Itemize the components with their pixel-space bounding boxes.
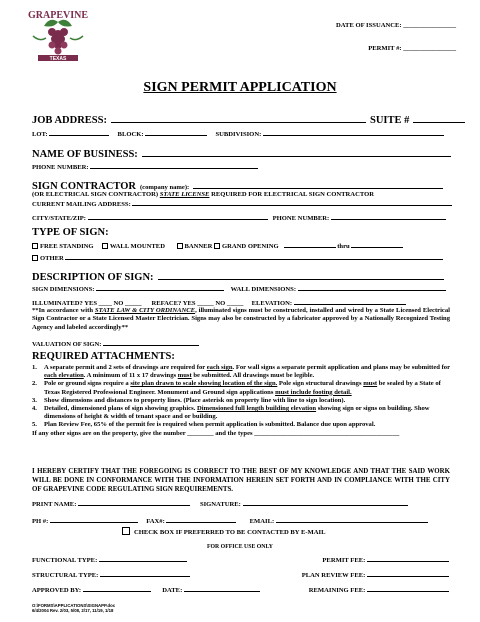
lot-label: LOT: — [32, 131, 48, 138]
option-grand-opening[interactable]: GRAND OPENING — [214, 243, 279, 250]
mailing-address-input[interactable] — [132, 199, 452, 206]
office-use-heading: FOR OFFICE USE ONLY — [207, 544, 273, 550]
elevation-input[interactable] — [294, 298, 406, 305]
subdivision-label: SUBDIVISION: — [215, 131, 262, 138]
footer-line-2: 6/4/2004 Rev. 2/03, 5/08, 2/17, 11/19, 1/18 — [32, 608, 114, 613]
business-name-label: NAME OF BUSINESS: — [32, 149, 138, 160]
block-label: BLOCK: — [117, 131, 144, 138]
option-banner[interactable]: BANNER — [177, 243, 213, 250]
structural-type-row — [32, 570, 190, 579]
contact-row — [32, 516, 428, 525]
business-phone-input[interactable] — [90, 162, 258, 169]
contractor-license-note — [32, 191, 374, 198]
state-license-text: STATE LICENSE — [159, 191, 210, 198]
list-item: 2. Pole or ground signs require a site plan drawn to scale showing location of the sign. Pole sign structural drawings must be sealed by a State of Texas Registered Professional Engineer. Monument and Ground sign applications must include footing detail. — [32, 380, 441, 396]
date-from-input[interactable] — [284, 241, 336, 248]
email-label: EMAIL: — [249, 518, 275, 525]
attachments-list — [32, 364, 452, 438]
subdivision-input[interactable] — [263, 129, 444, 136]
approved-by-label: APPROVED BY: — [32, 587, 82, 594]
wall-dimensions-input[interactable] — [298, 284, 446, 291]
valuation-input[interactable] — [103, 339, 199, 346]
checkbox-icon — [32, 243, 38, 249]
permit-fee-label: PERMIT FEE: — [322, 557, 366, 564]
structural-type-label: STRUCTURAL TYPE: — [32, 572, 99, 579]
description-row — [32, 267, 444, 285]
other-input[interactable] — [65, 253, 443, 260]
attachments-heading: REQUIRED ATTACHMENTS: — [32, 351, 175, 362]
footer-path — [32, 603, 115, 613]
compliance-paragraph — [32, 307, 450, 332]
print-name-input[interactable] — [78, 499, 190, 506]
contractor-phone-label: PHONE NUMBER: — [272, 215, 330, 222]
checkbox-icon — [177, 243, 183, 249]
grape-cluster-icon — [33, 20, 83, 55]
page-title: SIGN PERMIT APPLICATION — [143, 80, 337, 95]
office-date-label: DATE: — [162, 587, 183, 594]
checkbox-icon — [214, 243, 220, 249]
ph-label: PH #: — [32, 518, 49, 525]
signature-input[interactable] — [243, 499, 408, 506]
remaining-fee-label: REMAINING FEE: — [308, 587, 366, 594]
description-input[interactable] — [158, 273, 444, 280]
valuation-label: VALUATION OF SIGN: — [32, 341, 102, 348]
description-label: DESCRIPTION OF SIGN: — [32, 272, 154, 283]
business-name-row — [32, 144, 451, 162]
sign-type-options — [32, 241, 403, 250]
date-of-issuance-field[interactable]: DATE OF ISSUANCE: ________________ — [336, 22, 456, 29]
list-item: 5. Plan Review Fee, 65% of the permit fee is required when permit application is submitted. Balance due upon approval. — [32, 421, 376, 429]
plan-review-fee-input[interactable] — [367, 570, 449, 577]
wall-dimensions-label: WALL DIMENSIONS: — [230, 286, 297, 293]
reface-field[interactable]: REFACE? YES _____ NO _____ — [151, 300, 244, 307]
business-name-input[interactable] — [142, 150, 451, 157]
footer-line-1: O:\FORMS\APPLICATIONS\SIGNAPP.doc — [32, 603, 116, 608]
functional-type-label: FUNCTIONAL TYPE: — [32, 557, 98, 564]
job-address-input[interactable] — [111, 116, 366, 123]
structural-type-input[interactable] — [100, 570, 190, 577]
functional-type-input[interactable] — [99, 555, 187, 562]
office-date-input[interactable] — [184, 585, 260, 592]
illumination-row — [32, 298, 406, 307]
list-item: 4. Detailed, dimensioned plans of sign showing graphics. Dimensioned full length building elevation showing sign or signs on building. Show dimensions of height & width of tenant space and or building. — [32, 405, 430, 421]
job-address-label: JOB ADDRESS: — [32, 115, 107, 126]
signature-label: SIGNATURE: — [199, 501, 241, 508]
dimensions-row — [32, 284, 446, 293]
list-item: 3. Show dimensions and distances to property lines. (Place asterisk on property line with line to sign location). — [32, 396, 346, 404]
functional-type-row — [32, 555, 187, 564]
job-address-row — [32, 110, 465, 128]
license-note-suffix: REQUIRED FOR ELECTRICAL SIGN CONTRACTOR — [211, 191, 374, 198]
fax-input[interactable] — [166, 516, 236, 523]
other-signs-line[interactable]: If any other signs are on the property, give the number ________ and the types ____________________________________________ — [32, 429, 400, 437]
valuation-row — [32, 339, 199, 348]
checkbox-icon[interactable] — [122, 527, 130, 535]
elevation-label: ELEVATION: — [251, 300, 293, 307]
option-free-standing[interactable]: FREE STANDING — [32, 243, 94, 250]
approved-row — [32, 585, 260, 594]
sign-dimensions-label: SIGN DIMENSIONS: — [32, 286, 95, 293]
illuminated-field[interactable]: ILLUMINATED? YES ____ NO _____ — [32, 300, 142, 307]
lot-input[interactable] — [49, 129, 109, 136]
contractor-label: SIGN CONTRACTOR — [32, 181, 136, 192]
fax-label: FAX#: — [146, 518, 165, 525]
option-other[interactable]: OTHER — [32, 255, 64, 262]
permit-number-field[interactable]: PERMIT #: ________________ — [368, 45, 456, 52]
license-note-prefix: (OR ELECTRICAL SIGN CONTRACTOR) — [32, 191, 159, 198]
checkbox-icon — [32, 255, 38, 261]
compliance-prefix: **In accordance with — [32, 307, 93, 314]
suite-input[interactable] — [413, 116, 465, 123]
block-input[interactable] — [145, 129, 207, 136]
grapevine-logo — [28, 8, 88, 66]
business-phone-row — [32, 162, 258, 171]
plan-review-fee-row — [302, 570, 449, 579]
list-item: 1. A separate permit and 2 sets of drawings are required for each sign. For wall signs a separate permit application and plans may be submitted for each elevation. A minimum of 11 x 17 drawings must be submitted. All drawings must be legible. — [32, 364, 450, 380]
contractor-company-input[interactable] — [193, 182, 443, 189]
sign-dimensions-input[interactable] — [96, 284, 224, 291]
type-of-sign-label: TYPE OF SIGN: — [32, 227, 109, 238]
checkbox-icon — [102, 243, 108, 249]
option-other-row — [32, 253, 443, 262]
city-state-zip-label: CITY/STATE/ZIP: — [32, 215, 86, 222]
thru-label: thru — [337, 243, 350, 250]
logo-subtext: TEXAS — [49, 56, 67, 62]
email-preference-label: CHECK BOX IF PREFERRED TO BE CONTACTED BY E-MAIL — [134, 529, 326, 536]
print-name-label: PRINT NAME: — [32, 501, 77, 508]
suite-label: SUITE # — [369, 115, 410, 126]
contractor-company-label: (company name): — [139, 184, 190, 191]
ph-input[interactable] — [50, 516, 138, 523]
certification-paragraph: I HEREBY CERTIFY THAT THE FOREGOING IS CORRECT TO THE BEST OF MY KNOWLEDGE AND THAT THE SAID WORK WILL BE DONE IN CONFORMANCE WITH THE INFORMATION HEREIN SET FORTH AND IN COMPLIANCE WITH THE CITY OF GRAPEVINE CODE REGULATING SIGN REQUIREMENTS. — [32, 468, 450, 493]
option-wall-mounted[interactable]: WALL MOUNTED — [102, 243, 165, 250]
compliance-body: , illuminated signs must be constructed, installed and wired by a State Licensed Electrical Sign Contractor or a State Licensed Master Electrician. Signs may also be constructed by a fabricator approved by a Nationally Recognized Testing Agency and labeled accordingly** — [32, 307, 450, 331]
email-input[interactable] — [276, 516, 428, 523]
date-thru-input[interactable] — [351, 241, 403, 248]
city-state-zip-input[interactable] — [88, 213, 268, 220]
city-phone-row — [32, 213, 446, 222]
logo-text: GRAPEVINE — [28, 10, 88, 21]
plan-review-fee-label: PLAN REVIEW FEE: — [301, 572, 366, 579]
permit-fee-input[interactable] — [367, 555, 449, 562]
lot-block-row — [32, 129, 444, 138]
contractor-phone-input[interactable] — [331, 213, 446, 220]
mailing-address-row — [32, 199, 452, 208]
print-signature-row — [32, 499, 408, 508]
state-law-text: STATE LAW & CITY ORDINANCE — [94, 307, 196, 314]
business-phone-label: PHONE NUMBER: — [32, 164, 89, 171]
email-preference-row[interactable] — [122, 527, 326, 536]
approved-by-input[interactable] — [83, 585, 151, 592]
permit-fee-row — [322, 555, 449, 564]
remaining-fee-input[interactable] — [367, 585, 449, 592]
remaining-fee-row — [309, 585, 449, 594]
mailing-address-label: CURRENT MAILING ADDRESS: — [32, 201, 131, 208]
